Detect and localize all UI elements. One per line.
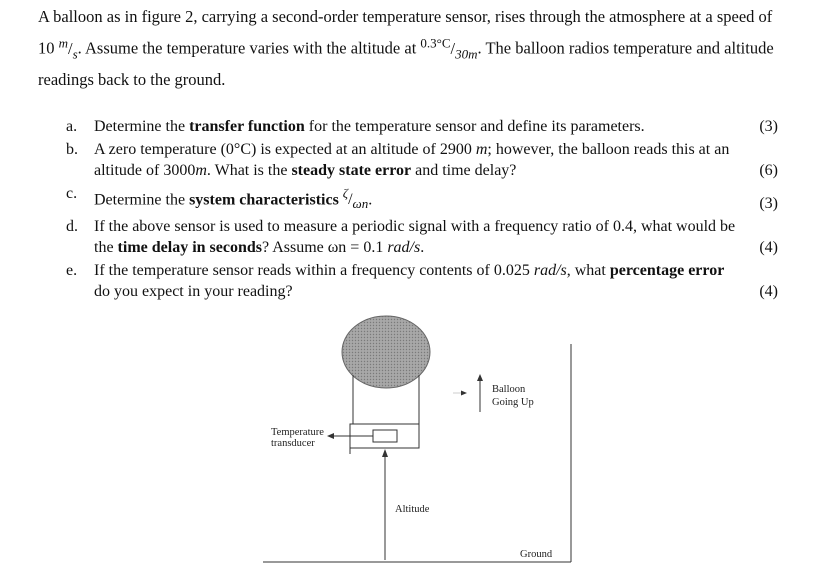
question-text: ? Assume ωn = 0.1 xyxy=(262,239,388,257)
question-letter: b. xyxy=(66,140,78,158)
question-text: A zero temperature (0°C) is expected at an altitude of 2900 xyxy=(94,140,476,158)
question-text: If the temperature sensor reads within a frequency contents of 0.025 xyxy=(94,261,534,279)
question-text: for the temperature sensor and define its parameters. xyxy=(304,118,645,135)
question-text: . xyxy=(368,190,373,208)
question-letter: e. xyxy=(66,261,78,279)
question-text: , what xyxy=(566,261,610,279)
question-marks: (6) xyxy=(759,162,778,179)
zeta-omega-fraction: $^\zeta/_{\omega n}$ xyxy=(342,185,369,212)
question-math: m xyxy=(475,140,488,158)
question-a xyxy=(66,116,778,138)
question-letter: d. xyxy=(66,217,78,235)
balloon-label-2: Going Up xyxy=(492,397,534,408)
question-text: . What is the xyxy=(206,162,292,179)
intro-text-3: . The balloon radios temperature and altitude readings back to the ground. xyxy=(38,38,774,89)
speed-denominator: s xyxy=(72,45,78,61)
transducer-arrowhead xyxy=(327,433,334,439)
rate-fraction: $^{0.3^\circ C}/_{30m}$ xyxy=(420,35,478,61)
question-bold: percentage error xyxy=(609,261,725,279)
question-c xyxy=(66,183,778,215)
question-text: If the above sensor is used to measure a periodic signal with a frequency ratio of 0.4, what would be the xyxy=(94,217,736,257)
transducer-label-1: Temperature xyxy=(271,427,324,438)
going-up-arrowhead xyxy=(477,374,483,381)
speed-numerator: m xyxy=(58,35,69,50)
fraction-numerator: ζ xyxy=(342,185,349,201)
question-text: Determine the xyxy=(94,118,190,135)
intro-text-1: A balloon as in figure 2, carrying a second-order temperature sensor, rises through the atmosphere at a speed of 10 xyxy=(38,7,773,58)
question-d xyxy=(66,216,778,259)
question-marks: (4) xyxy=(759,239,778,257)
question-b xyxy=(66,139,778,182)
question-marks: (3) xyxy=(759,118,778,135)
question-list xyxy=(66,116,778,304)
ground-label: Ground xyxy=(520,549,553,560)
intro-text-2: . Assume the temperature varies with the altitude at xyxy=(77,38,417,58)
question-bold: steady state error xyxy=(291,162,412,179)
altitude-label: Altitude xyxy=(395,504,430,515)
question-text: . xyxy=(420,239,425,257)
rate-numerator: 0.3°C xyxy=(420,35,451,50)
balloon-label-1: Balloon xyxy=(492,384,526,395)
balloon-shape xyxy=(342,316,430,388)
question-letter: c. xyxy=(66,184,78,202)
question-bold: transfer function xyxy=(189,118,305,135)
sensor-box xyxy=(373,430,397,442)
question-text: ; however, the balloon reads this at an altitude of 3000 xyxy=(94,140,730,179)
question-bold: time delay in seconds xyxy=(117,239,262,257)
gondola-box xyxy=(350,424,419,448)
question-math: rad/s xyxy=(533,261,567,279)
problem-intro xyxy=(38,4,778,93)
altitude-arrowhead xyxy=(382,449,388,457)
intro-paragraph xyxy=(38,4,778,93)
transducer-label-2: transducer xyxy=(271,438,315,449)
question-letter: a. xyxy=(66,118,78,135)
question-math: rad/s xyxy=(387,239,421,257)
question-math: m xyxy=(195,162,207,179)
question-marks: (4) xyxy=(759,283,778,301)
question-marks: (3) xyxy=(759,195,778,213)
rate-denominator: 30m xyxy=(455,45,478,61)
question-bold: system characteristics xyxy=(189,190,339,208)
question-e xyxy=(66,260,778,303)
fraction-denominator: ωn xyxy=(352,196,369,212)
going-up-pointer xyxy=(461,391,467,396)
question-text: Determine the xyxy=(94,190,190,208)
question-text: and time delay? xyxy=(411,162,517,179)
question-text: do you expect in your reading? xyxy=(94,283,293,301)
speed-fraction: $^m/_s$ xyxy=(58,35,78,61)
